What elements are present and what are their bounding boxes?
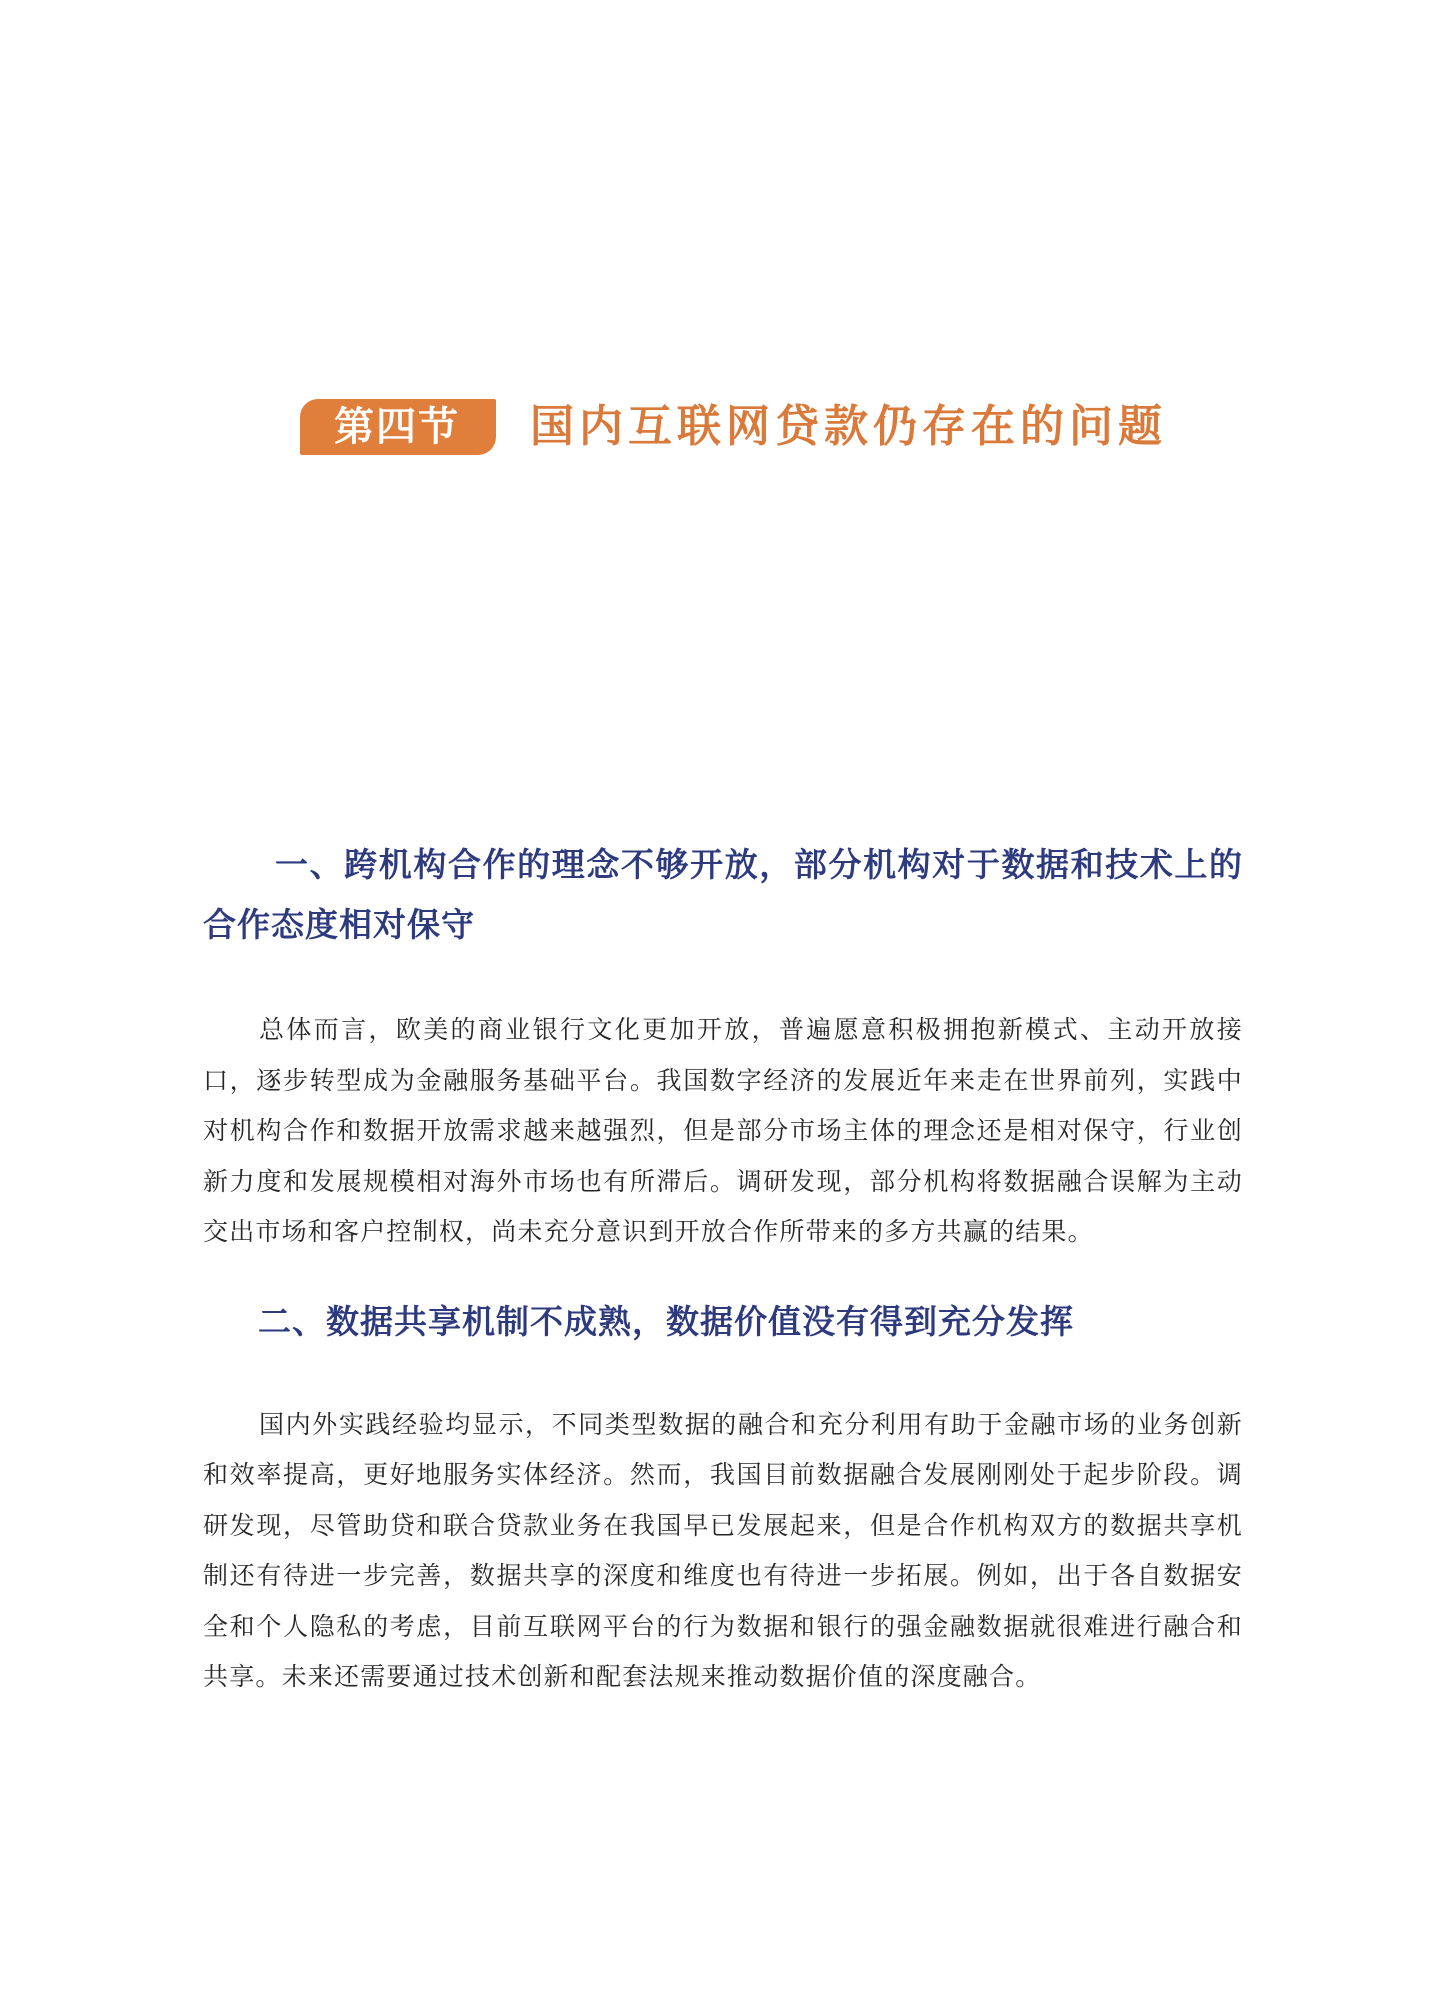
paragraph-2: 国内外实践经验均显示，不同类型数据的融合和充分利用有助于金融市场的业务创新和效率提高，更好地服务实体经济。然而，我国目前数据融合发展刚刚处于起步阶段。调研发现，尽管助贷和联合贷款业务在我国早已发展起来，但是合作机构双方的数据共享机制还有待进一步完善，数据共享的深度和维度也有待进一步拓展。例如，出于各自数据安全和个人隐私的考虑，目前互联网平台的行为数据和银行的强金融数据就很难进行融合和共享。未来还需要通过技术创新和配套法规来推动数据价值的深度融合。	[203, 1409, 1243, 1691]
page-content	[203, 835, 1243, 1703]
section-header	[300, 395, 1167, 459]
paragraph-1: 总体而言，欧美的商业银行文化更加开放，普遍愿意积极拥抱新模式、主动开放接口，逐步转型成为金融服务基础平台。我国数字经济的发展近年来走在世界前列，实践中对机构合作和数据开放需求越来越强烈，但是部分市场主体的理念还是相对保守，行业创新力度和发展规模相对海外市场也有所滞后。调研发现，部分机构将数据融合误解为主动交出市场和客户控制权，尚未充分意识到开放合作所带来的多方共赢的结果。	[203, 1015, 1243, 1246]
section-number-badge: 第四节	[300, 399, 496, 455]
subheading-1: 一、跨机构合作的理念不够开放，部分机构对于数据和技术上的合作态度相对保守	[203, 845, 1243, 944]
subheading-2: 二、数据共享机制不成熟，数据价值没有得到充分发挥	[258, 1301, 1074, 1341]
section-title: 国内互联网贷款仍存在的问题	[530, 401, 1167, 452]
